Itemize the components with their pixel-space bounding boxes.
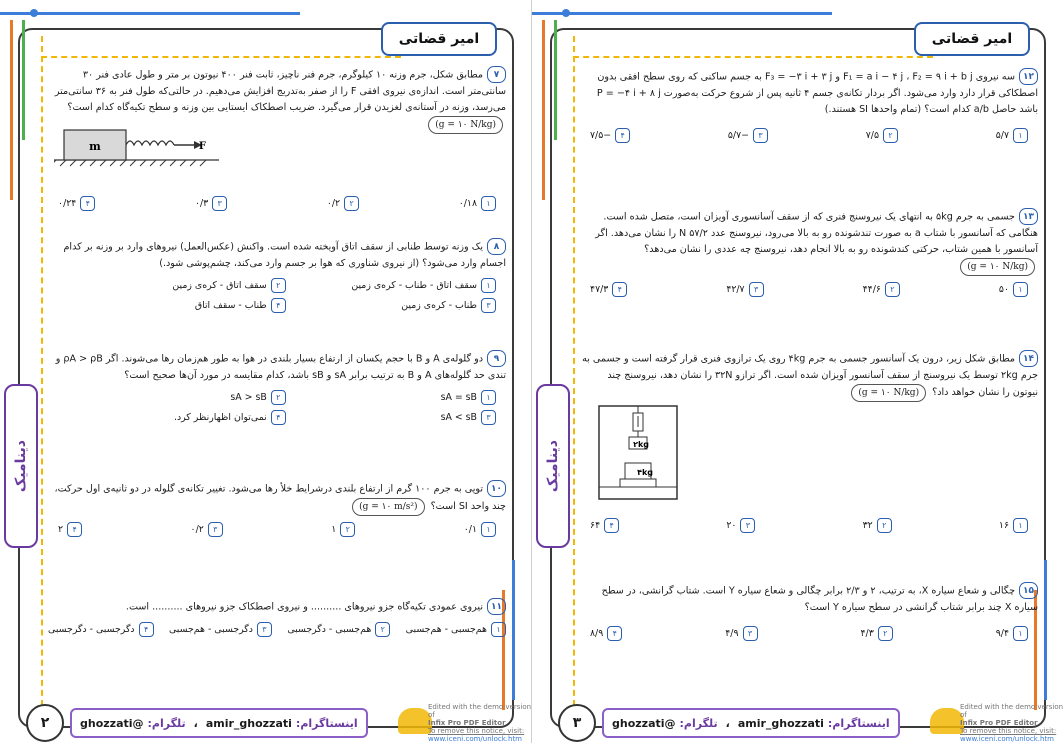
options	[580, 128, 1038, 144]
question-8	[48, 238, 506, 318]
options	[580, 626, 1038, 642]
chapter-label: دینامیک	[545, 439, 561, 493]
decor-dot	[562, 9, 570, 17]
dashed-guide	[573, 36, 575, 716]
options	[580, 518, 1038, 534]
decor-line	[532, 12, 832, 15]
scale-icon	[620, 479, 656, 487]
option[interactable]: ۳ ۴/۹	[725, 626, 757, 642]
chapter-label: دینامیک	[13, 439, 29, 493]
question-number: ۱۱	[487, 598, 506, 615]
option[interactable]: ۲ ۷/۵	[866, 128, 898, 144]
option[interactable]: ۲ ۱	[331, 522, 355, 538]
option[interactable]: ۳ دگرجسبی - هم‌جسبی	[169, 622, 272, 638]
formula: (g = ۱۰ m/s²)	[352, 498, 424, 516]
question-11	[48, 598, 506, 638]
option[interactable]: ۴ ۲	[58, 522, 82, 538]
question-text: سه نیروی F₁ = a i − ۴ j ، F₂ = ۹ i + b j و F₃ = −۳ i + ۳ j به جسم ساکنی که روی سطح افقی بدون اصطکاکی قرار دارد وارد می‌شود. اگر بردار تکانه‌ی جسم ۴ ثانیه پس از شروع حرکت به‌صورت P = −۴ i + ۸ j باشد حاصل a/b کدام است؟ (تمام واحدها SI هستند.)	[596, 71, 1038, 115]
chapter-tab	[536, 384, 570, 548]
option[interactable]: ۴ ۴۷/۳	[590, 282, 627, 298]
option[interactable]: ۲ سقف اتاق - کره‌ی زمین	[76, 278, 286, 294]
question-15	[580, 582, 1038, 642]
bottom-mass-label: ۴kg	[637, 468, 653, 477]
option[interactable]: ۴ ۶۴	[590, 518, 619, 534]
question-text: یک وزنه توسط طنابی از سقف اتاق آویخته شده است. واکنش (عکس‌العمل) نیروهای وارد بر وزنه بر کدام اجسام وارد می‌شود؟ (از نیروی شناوری که هوا بر جسم وارد می‌کند، چشم‌پوشی شود.)	[63, 241, 506, 269]
question-text: مطابق شکل زیر، درون یک آسانسور جسمی به جرم ۴kg روی یک ترازوی فنری قرار گرفته است و جسمی به جرم ۲kg توسط یک نیروسنج از سقف آسانسور آویزان شده است. اگر ترازو ۳۲N را نشان دهد، نیروسنج چند نیوتون را نشان خواهد داد؟	[582, 353, 1038, 398]
option[interactable]: ۱ sA = sB	[286, 390, 496, 406]
top-mass-label: ۲kg	[633, 440, 649, 449]
question-number: ۱۰	[487, 480, 506, 497]
question-13	[580, 208, 1038, 298]
decor-line	[0, 12, 300, 15]
author-name-box: امیر قضاتی	[381, 22, 497, 56]
options	[48, 278, 506, 318]
option[interactable]: ۳ ۰/۳	[195, 196, 227, 212]
page-3	[532, 0, 1064, 743]
option[interactable]: ۲ ۳۲	[863, 518, 892, 534]
decor-line	[1044, 560, 1047, 700]
question-number: ۹	[487, 350, 506, 367]
option[interactable]: ۱ ۵/۷	[996, 128, 1028, 144]
options	[580, 282, 1038, 298]
formula: (g = ۱۰ N/kg)	[851, 384, 926, 402]
page-number: ۳	[558, 704, 596, 742]
question-number: ۷	[487, 66, 506, 83]
social-handles: اینستاگرام: amir_ghozzati ، تلگرام: @ghozzati	[602, 708, 900, 738]
options	[48, 622, 506, 638]
question-number: ۱۳	[1019, 208, 1038, 225]
chapter-tab	[4, 384, 38, 548]
option[interactable]: ۱ ۰/۱	[464, 522, 496, 538]
option[interactable]: ۳ −۵/۷	[728, 128, 768, 144]
decor-line	[542, 20, 545, 200]
question-12	[580, 68, 1038, 144]
editor-watermark: Edited with the demo version of Infix Pro PDF Editor To remove this notice, visit: www.iceni.com/unlock.htm	[960, 703, 1064, 743]
spring-icon	[126, 141, 174, 145]
option[interactable]: ۲ هم‌جسبی - دگرجسبی	[287, 622, 390, 638]
option[interactable]: ۳ sA < sB	[286, 410, 496, 426]
force-label: F	[198, 141, 206, 152]
mass-label: m	[89, 140, 101, 153]
option[interactable]: ۳ طناب - کره‌ی زمین	[286, 298, 496, 314]
option[interactable]: ۳ ۲۰	[726, 518, 755, 534]
question-text: دو گلوله‌ی A و B با حجم یکسان از ارتفاع بسیار بلندی در هوا به طور هم‌زمان رها می‌شوند. اگر ρA > ρB و تندی حد گلوله‌های A و B به ترتیب برابر sA و sB باشد، کدام مقایسه در مورد آن‌ها صحیح است؟	[55, 353, 506, 381]
spring-block-figure	[54, 120, 224, 170]
option[interactable]: ۱ ۰/۱۸	[459, 196, 496, 212]
option[interactable]: ۴ ۸/۹	[590, 626, 622, 642]
question-9	[48, 350, 506, 430]
editor-watermark: Edited with the demo version of Infix Pro PDF Editor To remove this notice, visit: www.iceni.com/unlock.htm	[428, 703, 532, 743]
question-text: توپی به جرم ۱۰۰ گرم از ارتفاع بلندی درشرایط خلأ رها می‌شود. تغییر تکانه‌ی گلوله در دو ثانیه‌ی اول حرکت، چند واحد SI است؟	[54, 483, 506, 512]
option[interactable]: ۴ طناب - سقف اتاق	[76, 298, 286, 314]
question-number: ۱۴	[1019, 350, 1038, 367]
elevator-figure	[598, 405, 678, 500]
option[interactable]: ۳ ۴۲/۷	[726, 282, 763, 298]
decor-dot	[30, 9, 38, 17]
question-10	[48, 480, 506, 538]
infix-logo-icon	[930, 708, 964, 734]
question-text: چگالی و شعاع سیاره X، به ترتیب، ۲ و ۲/۳ برابر چگالی و شعاع سیاره Y است. شتاب گرانشی، در سطح سیاره X چند برابر شتاب گرانشی در سطح سیاره Y است؟	[601, 585, 1038, 613]
decor-line	[22, 20, 25, 140]
question-text: نیروی عمودی تکیه‌گاه جزو نیروهای .......... و نیروی اصطکاک جزو نیروهای .......... است.	[125, 601, 483, 613]
question-number: ۸	[487, 238, 506, 255]
question-text: مطابق شکل، جرم وزنه ۱۰ کیلوگرم، جرم فنر ناچیز، ثابت فنر ۴۰۰ نیوتون بر متر و طول عادی فنر ۳۰ سانتی‌متر است. اندازه‌ی نیروی افقی F را از صفر به‌تدریج افزایش می‌دهیم. در حالتی‌که طول فنر به ۳۶ سانتی‌متر می‌رسد، وزنه در آستانه‌ی لغزیدن قرار می‌گیرد. ضریب اصطکاک ایستایی بین وزنه و سطح تکیه‌گاه کدام است؟	[54, 69, 506, 113]
question-text: جسمی به جرم ۵kg به انتهای یک نیروسنج فنری که از سقف آسانسوری آویزان است، متصل شده است. هنگامی که آسانسور با شتاب a به صورت تندشونده رو به بالا می‌رود، نیروسنج عدد N ۵۷/۲ را نشان می‌دهد. اگر آسانسور با همین شتاب، حرکتی کندشونده رو به بالا انجام دهد، نیروسنج چه عددی را نشان می‌دهد؟	[595, 211, 1038, 255]
infix-logo-icon	[398, 708, 432, 734]
dashed-guide	[41, 36, 43, 716]
decor-line	[10, 20, 13, 200]
option[interactable]: ۴ −۷/۵	[590, 128, 630, 144]
options	[48, 522, 506, 538]
page-number: ۲	[26, 704, 64, 742]
option[interactable]: ۲ ۴/۳	[861, 626, 893, 642]
option[interactable]: ۲ ۰/۲	[327, 196, 359, 212]
option[interactable]: ۱ ۵۰	[999, 282, 1028, 298]
decor-line	[512, 560, 515, 700]
option[interactable]: ۱ ۱۶	[999, 518, 1028, 534]
decor-line	[554, 20, 557, 140]
formula: (g = ۱۰ N/kg)	[960, 258, 1035, 276]
option[interactable]: ۲ sA > sB	[76, 390, 286, 406]
question-number: ۱۵	[1019, 582, 1038, 599]
options	[48, 390, 506, 430]
options	[48, 196, 506, 212]
option[interactable]: ۱ هم‌جسبی - هم‌جسبی	[406, 622, 506, 638]
option[interactable]: ۴ نمی‌توان اظهارنظر کرد.	[76, 410, 286, 426]
question-number: ۱۲	[1019, 68, 1038, 85]
author-name-box: امیر قضاتی	[914, 22, 1030, 56]
option[interactable]: ۱ سقف اتاق - طناب - کره‌ی زمین	[286, 278, 496, 294]
option[interactable]: ۱ ۹/۴	[996, 626, 1028, 642]
social-handles: اینستاگرام: amir_ghozzati ، تلگرام: @ghozzati	[70, 708, 368, 738]
option[interactable]: ۴ ۰/۲۴	[58, 196, 95, 212]
formula: (g = ۱۰ N/kg)	[428, 116, 503, 134]
option[interactable]: ۲ ۴۴/۶	[863, 282, 900, 298]
dashed-guide	[573, 56, 933, 58]
option[interactable]: ۴ دگرجسبی - دگرجسبی	[48, 622, 154, 638]
dashed-guide	[41, 56, 401, 58]
option[interactable]: ۳ ۰/۲	[191, 522, 223, 538]
